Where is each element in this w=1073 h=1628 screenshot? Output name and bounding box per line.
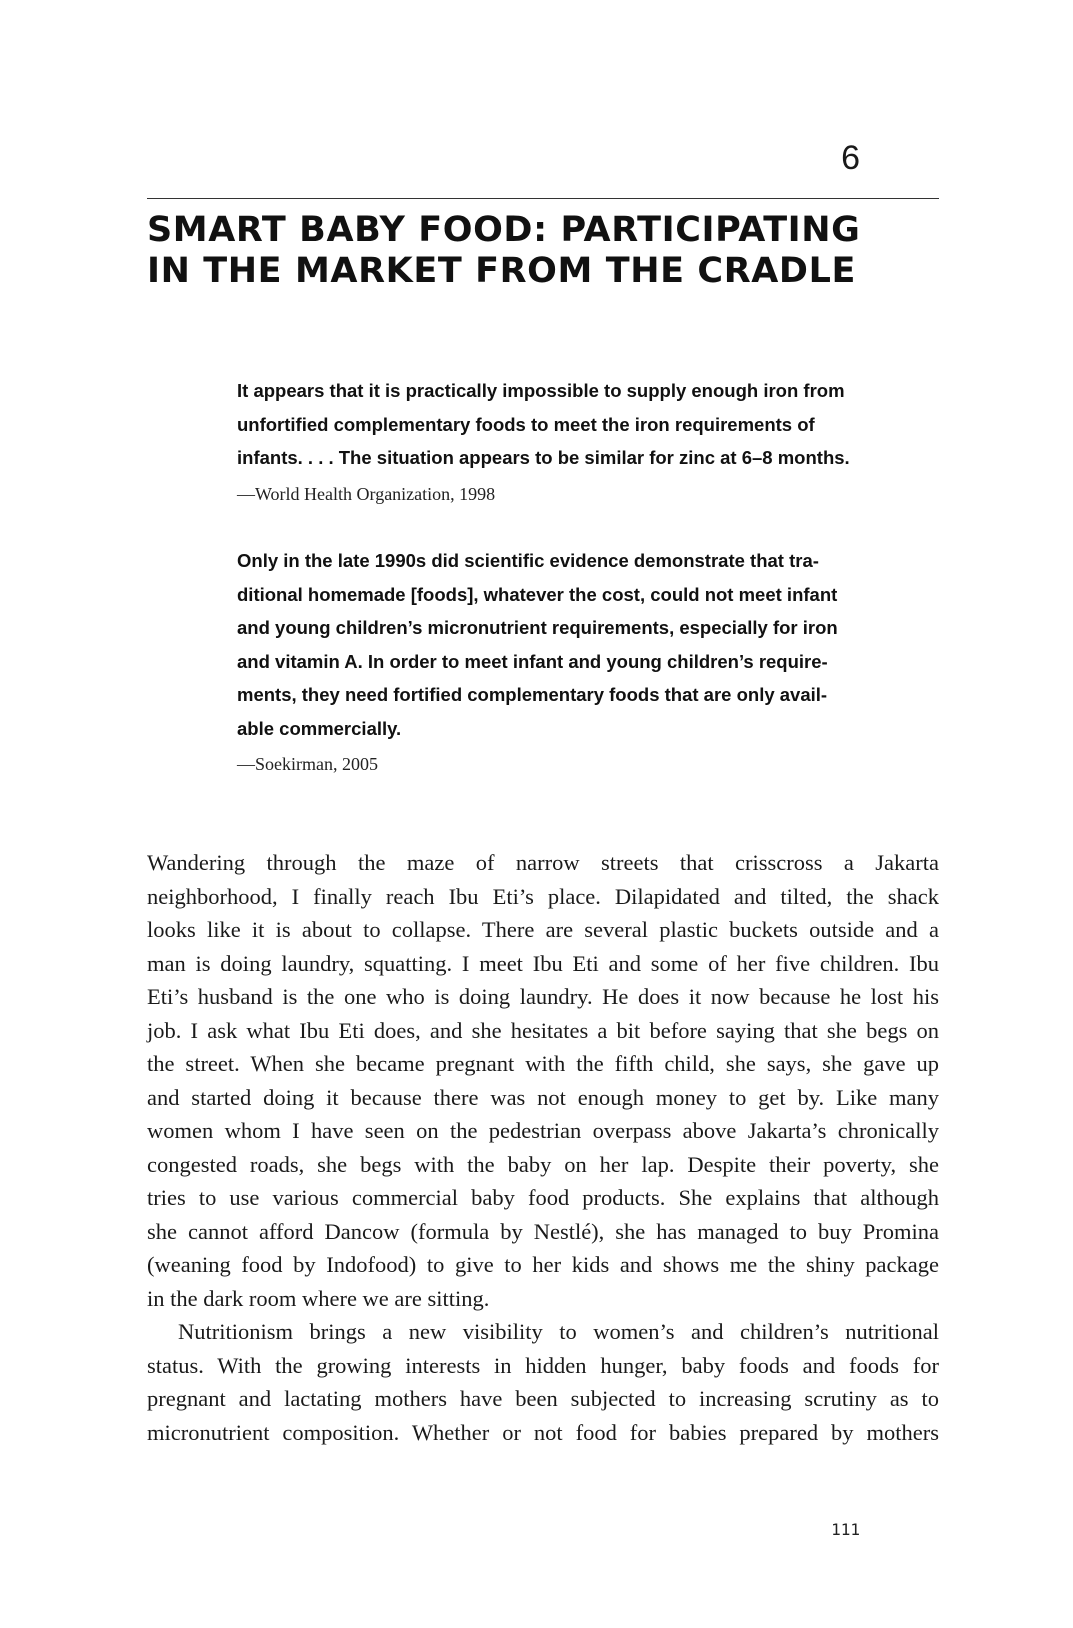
chapter-title: [147, 210, 947, 292]
body-line: and started doing it because there was not enough money to get by. Like many: [147, 1084, 939, 1110]
epigraph-source: —Soekirman, 2005: [237, 754, 378, 774]
chapter-divider: [147, 198, 939, 199]
page-number: 111: [831, 1520, 860, 1539]
body-line: man is doing laundry, squatting. I meet Ibu Eti and some of her five children. Ibu: [147, 950, 939, 976]
body-line: women whom I have seen on the pedestrian overpass above Jakarta’s chronically: [147, 1118, 939, 1143]
chapter-title-line: SMART BABY FOOD: PARTICIPATING: [147, 210, 861, 250]
epigraph-quote-line: and young children’s micronutrient requirements, especially for iron: [237, 617, 838, 638]
body-line: tries to use various commercial baby food products. She explains that although: [147, 1185, 939, 1210]
epigraph-who: [237, 374, 937, 507]
epigraph-quote-line: It appears that it is practically impossible to supply enough iron from: [237, 380, 845, 401]
epigraph-quote: [237, 544, 937, 745]
chapter-title-line: IN THE MARKET FROM THE CRADLE: [147, 251, 856, 291]
epigraph-quote-line: infants. . . . The situation appears to be similar for zinc at 6–8 months.: [237, 447, 850, 468]
body-line: she cannot afford Dancow (formula by Nestlé), she has managed to buy Promina: [147, 1218, 939, 1244]
body-line: job. I ask what Ibu Eti does, and she hesitates a bit before saying that she begs on: [147, 1017, 939, 1043]
epigraph-soekirman: [237, 544, 937, 777]
body-line: congested roads, she begs with the baby on her lap. Despite their poverty, she: [147, 1151, 939, 1177]
epigraph-quote-line: ditional homemade [foods], whatever the cost, could not meet infant: [237, 583, 838, 605]
body-line: Wandering through the maze of narrow streets that crisscross a Jakarta: [147, 850, 939, 875]
body-line: Eti’s husband is the one who is doing laundry. He does it now because he lost his: [147, 984, 939, 1009]
epigraph-quote: [237, 374, 937, 475]
chapter-number: 6: [841, 139, 860, 177]
epigraph-quote-line: able commercially.: [237, 717, 402, 739]
epigraph-quote-line: ments, they need fortified complementary foods that are only avail-: [237, 684, 828, 705]
body-line: Nutritionism brings a new visibility to women’s and children’s nutritional: [178, 1319, 939, 1344]
epigraph-quote-line: unfortified complementary foods to meet the iron requirements of: [237, 413, 815, 435]
epigraph-quote-line: Only in the late 1990s did scientific evidence demonstrate that tra-: [237, 550, 819, 571]
body-line: pregnant and lactating mothers have been subjected to increasing scrutiny as to: [147, 1386, 939, 1411]
body-line: in the dark room where we are sitting.: [147, 1285, 490, 1311]
body-text: [147, 846, 939, 1449]
body-paragraph: [147, 1315, 939, 1449]
body-line: status. With the growing interests in hidden hunger, baby foods and foods for: [147, 1352, 939, 1378]
body-line: the street. When she became pregnant with the fifth child, she says, she gave up: [147, 1051, 939, 1076]
epigraph-source: —World Health Organization, 1998: [237, 483, 496, 504]
epigraph-quote-line: and vitamin A. In order to meet infant and young children’s require-: [237, 650, 828, 672]
body-line: (weaning food by Indofood) to give to her kids and shows me the shiny package: [147, 1252, 939, 1277]
body-line: micronutrient composition. Whether or not food for babies prepared by mothers: [147, 1419, 939, 1445]
body-line: neighborhood, I finally reach Ibu Eti’s place. Dilapidated and tilted, the shack: [147, 883, 939, 909]
body-line: looks like it is about to collapse. There are several plastic buckets outside and a: [147, 917, 939, 942]
body-paragraph: [147, 846, 939, 1315]
